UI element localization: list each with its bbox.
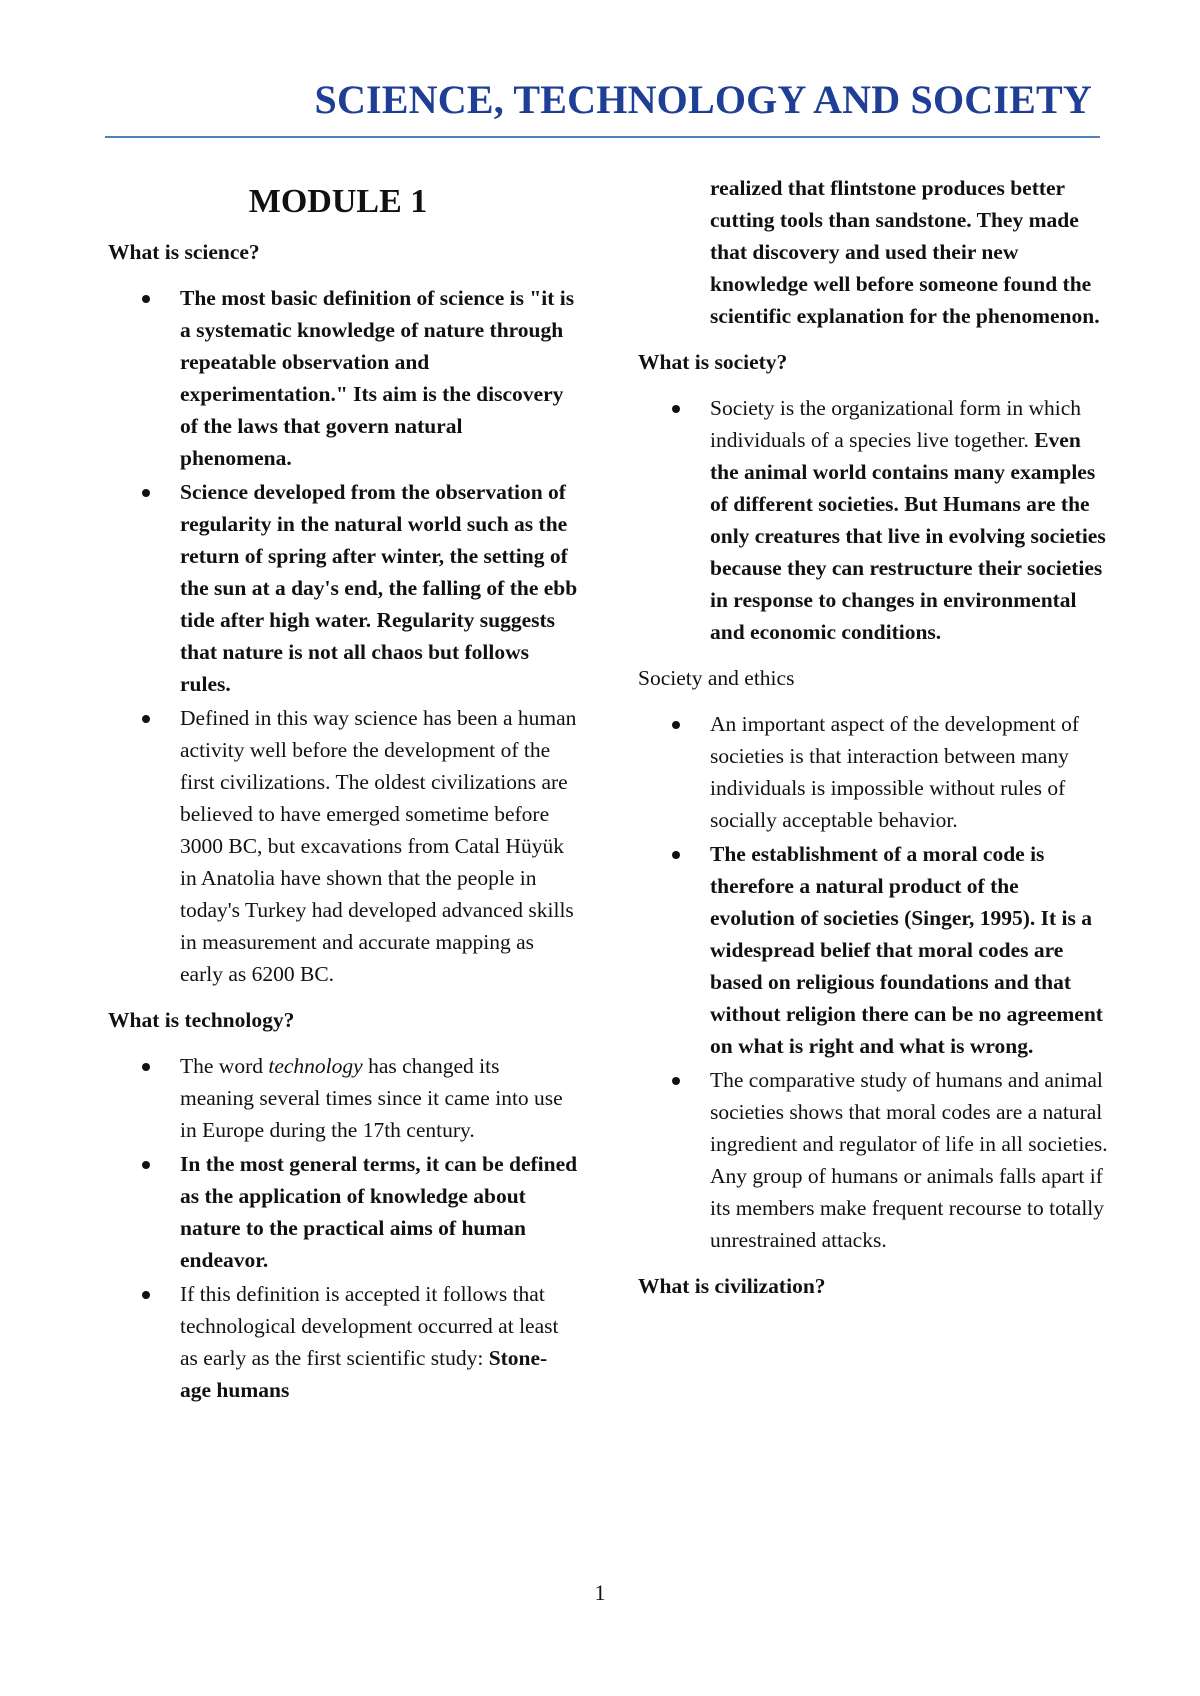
list-item: [638, 708, 1108, 836]
society-bullet-1-text: Society is the organizational form in which individuals of a species live together.: [710, 396, 1081, 452]
society-bullet-1-bold: Even the animal world contains many examples of different societies. But Humans are the only creatures that live in evolving societies because they can restructure their societies in response to changes in environmental and economic conditions.: [710, 428, 1106, 644]
list-item: [638, 838, 1108, 1062]
science-heading: What is science?: [108, 240, 260, 264]
tech-bullet-1-italic: technology: [268, 1054, 363, 1078]
list-item: [108, 1278, 578, 1406]
ethics-bullet-2: The establishment of a moral code is therefore a natural product of the evolution of societies (Singer, 1995). It is a widespread belief that moral codes are based on religious foundations and that without religion there can be no agreement on what is right and what is wrong.: [710, 842, 1103, 1058]
right-column: [638, 172, 1108, 1316]
tech-bullet-3-text: If this definition is accepted it follows that technological development occurred at least as early as the first scientific study:: [180, 1282, 559, 1370]
bullet-icon: [672, 405, 680, 413]
society-list: [638, 392, 1108, 648]
list-item: [108, 1050, 578, 1146]
science-bullet-2: Science developed from the observation of regularity in the natural world such as the return of spring after winter, the setting of the sun at a day's end, the falling of the ebb tide after high water. Regularity suggests that nature is not all chaos but follows rules.: [180, 480, 578, 696]
bullet-icon: [142, 1161, 150, 1169]
document-title: SCIENCE, TECHNOLOGY AND SOCIETY: [314, 77, 1092, 122]
module-title: MODULE 1: [248, 183, 428, 220]
bullet-icon: [672, 851, 680, 859]
ethics-list: [638, 708, 1108, 1256]
civilization-heading: What is civilization?: [638, 1274, 826, 1298]
bullet-icon: [142, 295, 150, 303]
bullet-icon: [142, 1063, 150, 1071]
bullet-icon: [672, 721, 680, 729]
list-item: [108, 1148, 578, 1276]
left-column: [108, 170, 578, 1420]
technology-list: [108, 1050, 578, 1406]
list-item: [108, 282, 578, 474]
bullet-icon: [142, 1291, 150, 1299]
list-item: [638, 392, 1108, 648]
document-header: [105, 70, 1100, 138]
tech-bullet-2: In the most general terms, it can be defined as the application of knowledge about nature to the practical aims of human endeavor.: [180, 1152, 578, 1272]
bullet-icon: [142, 715, 150, 723]
ethics-bullet-3: The comparative study of humans and animal societies shows that moral codes are a natural ingredient and regulator of life in all societies. Any group of humans or animals falls apart if its members make frequent recourse to totally unrestrained attacks.: [710, 1068, 1108, 1252]
science-bullet-1: The most basic definition of science is "it is a systematic knowledge of nature through repeatable observation and experimentation." Its aim is the discovery of the laws that govern natural phenomena.: [180, 286, 575, 470]
bullet-icon: [142, 489, 150, 497]
society-heading: What is society?: [638, 350, 788, 374]
science-bullet-3: Defined in this way science has been a human activity well before the development of the first civilizations. The oldest civilizations are believed to have emerged sometime before 3000 BC, but excavations from Catal Hüyük in Anatolia have shown that the people in today's Turkey had developed advanced skills in measurement and accurate mapping as early as 6200 BC.: [180, 706, 577, 986]
ethics-bullet-1: An important aspect of the development of societies is that interaction between many individuals is impossible without rules of socially acceptable behavior.: [710, 712, 1079, 832]
list-item: [108, 476, 578, 700]
technology-heading: What is technology?: [108, 1008, 295, 1032]
tech-bullet-3-bold: Stone-age humans: [180, 1346, 548, 1402]
list-item: [108, 702, 578, 990]
science-list: [108, 282, 578, 990]
continuation-text: realized that flintstone produces better cutting tools than sandstone. They made that discovery and used their new knowledge well before someone found the scientific explanation for the phenomenon.: [710, 176, 1100, 328]
tech-bullet-1-rest: has changed its meaning several times since it came into use in Europe during the 17th century.: [180, 1054, 563, 1142]
bullet-icon: [672, 1077, 680, 1085]
ethics-heading: Society and ethics: [638, 666, 795, 690]
list-item: [638, 1064, 1108, 1256]
page-number: 1: [594, 1580, 606, 1605]
tech-bullet-1-text: The word: [180, 1054, 269, 1078]
